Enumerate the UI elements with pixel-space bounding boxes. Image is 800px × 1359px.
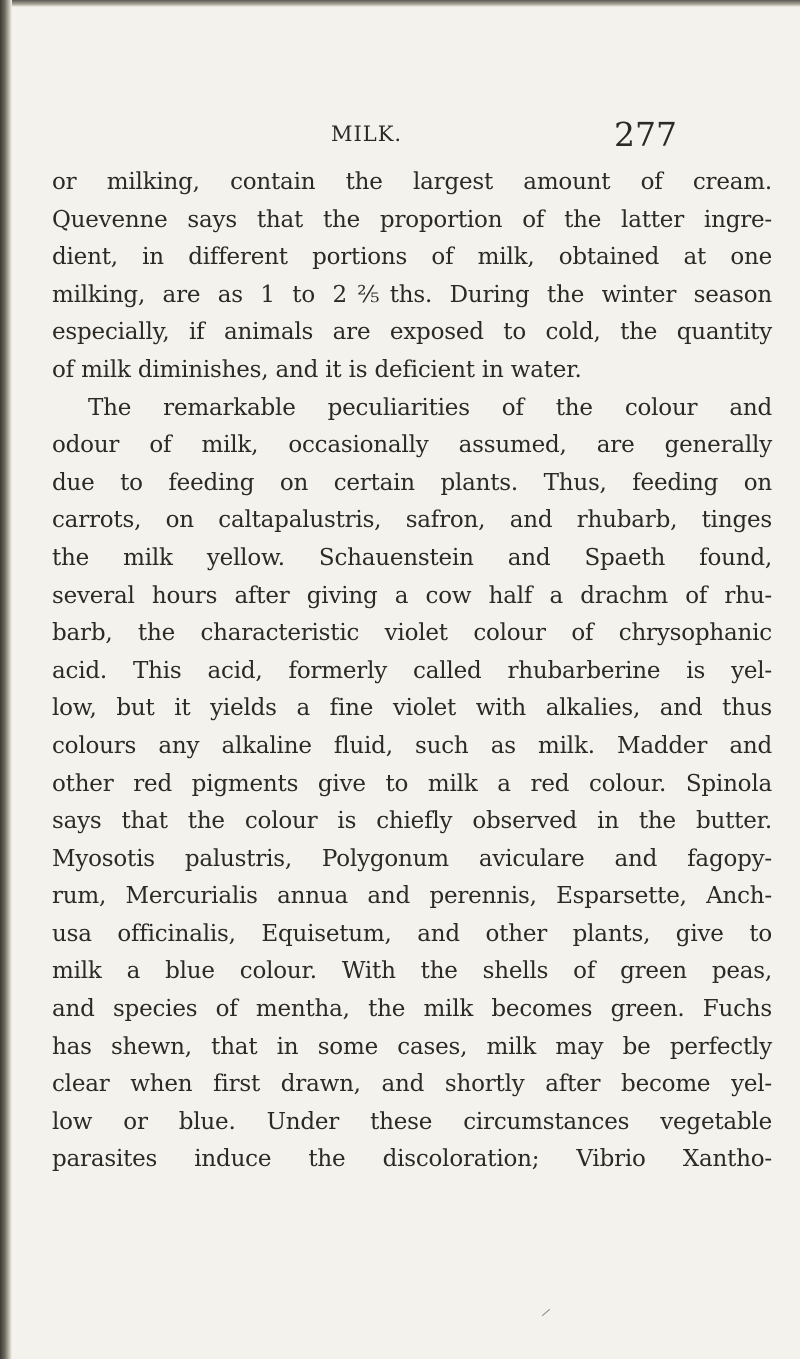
text-line: and species of mentha, the milk becomes green. Fuchs — [52, 996, 772, 1023]
paragraph-start-line: The remarkable peculiarities of the colour and — [88, 394, 772, 421]
text-line: clear when first drawn, and shortly after become yel- — [52, 1071, 772, 1098]
text-line: low, but it yields a fine violet with alkalies, and thus — [52, 695, 772, 722]
page-top-edge — [0, 0, 800, 7]
text-line: carrots, on caltapalustris, safron, and rhubarb, tinges — [52, 507, 772, 534]
text-line: colours any alkaline fluid, such as milk. Madder and — [52, 732, 772, 759]
text-line: usa officinalis, Equisetum, and other plants, give to — [52, 920, 772, 947]
text-line: Quevenne says that the proportion of the latter ingre- — [52, 206, 772, 233]
text-line: milk a blue colour. With the shells of green peas, — [52, 958, 772, 985]
text-line: parasites induce the discoloration; Vibrio Xantho- — [52, 1146, 772, 1173]
text-line: several hours after giving a cow half a drachm of rhu- — [52, 582, 772, 609]
text-line: odour of milk, occasionally assumed, are generally — [52, 432, 772, 459]
text-line: especially, if animals are exposed to cold, the quantity — [52, 319, 772, 346]
text-line: says that the colour is chiefly observed in the butter. — [52, 808, 772, 835]
running-head — [0, 115, 800, 158]
text-line: or milking, contain the largest amount of cream. — [52, 169, 772, 195]
running-title: MILK. — [331, 122, 403, 146]
text-line: milking, are as 1 to 2⅖ths. During the winter season — [52, 281, 772, 308]
text-line: acid. This acid, formerly called rhubarberine is yel- — [52, 657, 772, 684]
text-line: Myosotis palustris, Polygonum aviculare and fagopy- — [52, 845, 772, 872]
text-line: has shewn, that in some cases, milk may be perfectly — [52, 1033, 772, 1060]
page-number: 277 — [614, 115, 677, 154]
text-line: low or blue. Under these circumstances vegetable — [52, 1108, 772, 1135]
text-line: barb, the characteristic violet colour of chrysophanic — [52, 620, 772, 647]
stray-pencil-mark — [542, 1309, 550, 1316]
text-line: other red pigments give to milk a red colour. Spinola — [52, 770, 772, 797]
text-line: dient, in different portions of milk, obtained at one — [52, 244, 772, 271]
page-binding-edge — [0, 0, 12, 1359]
text-line: due to feeding on certain plants. Thus, feeding on — [52, 469, 772, 496]
body-text — [52, 164, 772, 1179]
text-line: rum, Mercurialis annua and perennis, Esparsette, Anch- — [52, 883, 772, 910]
text-line: the milk yellow. Schauenstein and Spaeth found, — [52, 544, 772, 571]
text-line: of milk diminishes, and it is deficient in water. — [52, 356, 582, 383]
